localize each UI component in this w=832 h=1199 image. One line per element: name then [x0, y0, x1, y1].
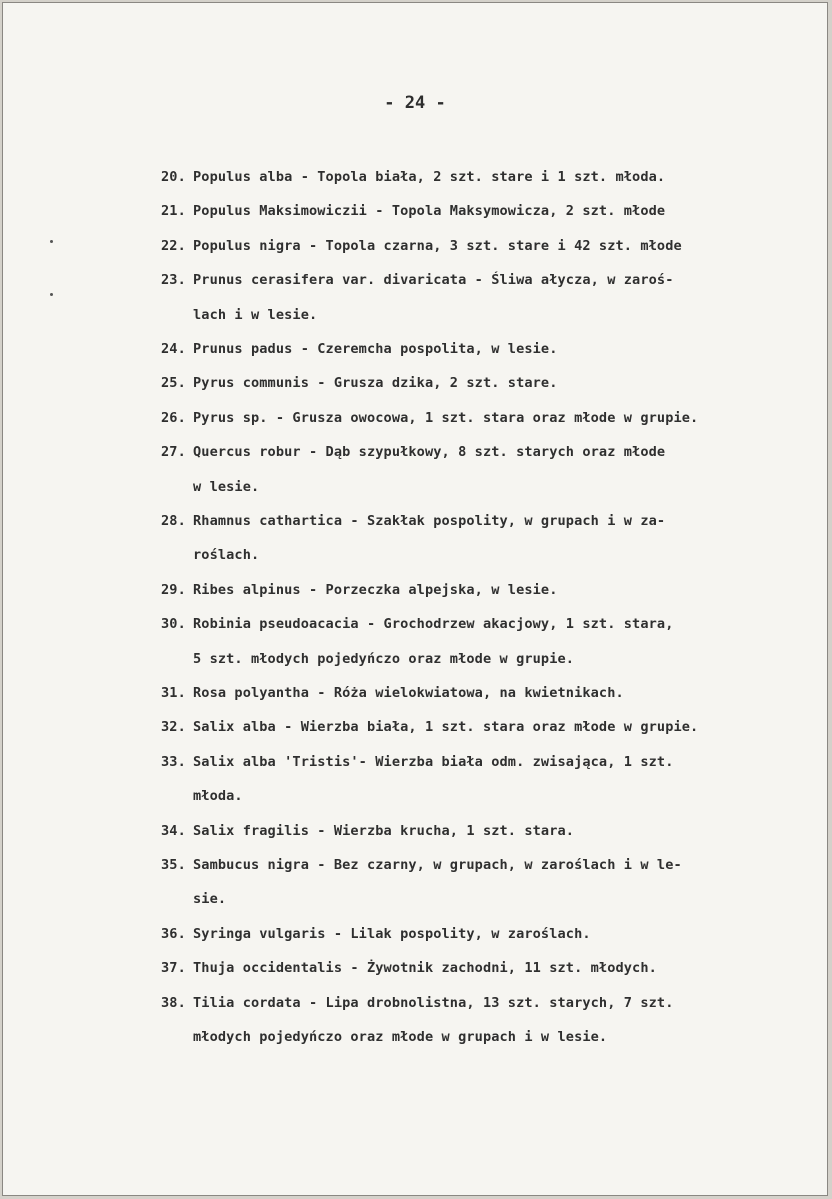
item-number: 27.	[161, 444, 186, 461]
item-text: Syringa vulgaris - Lilak pospolity, w zaroślach.	[193, 925, 591, 942]
item-text: Tilia cordata - Lipa drobnolistna, 13 szt. starych, 7 szt.	[193, 994, 674, 1011]
item-text: Sambucus nigra - Bez czarny, w grupach, w zaroślach i w le-	[193, 857, 682, 873]
item-text: sie.	[193, 891, 227, 908]
item-text: Rhamnus cathartica - Szakłak pospolity, w grupach i w za-	[193, 513, 666, 529]
item-number: 21.	[161, 203, 186, 220]
item-number: 25.	[161, 375, 186, 392]
item-text: Salix alba - Wierzba biała, 1 szt. stara oraz młode w grupie.	[193, 719, 699, 736]
item-number: 26.	[161, 409, 186, 426]
item-text: roślach.	[193, 547, 260, 564]
item-number: 22.	[161, 237, 186, 254]
item-text: 5 szt. młodych pojedyńczo oraz młode w grupie.	[193, 650, 575, 667]
item-number: 36.	[161, 925, 186, 942]
item-number: 35.	[161, 857, 186, 873]
item-text: Salix alba 'Tristis'- Wierzba biała odm. zwisająca, 1 szt.	[193, 753, 674, 770]
item-number: 20.	[161, 169, 186, 185]
item-number: 33.	[161, 753, 186, 770]
item-number: 30.	[161, 616, 186, 633]
item-number: 23.	[161, 272, 186, 289]
item-number: 24.	[161, 341, 186, 357]
item-text: Ribes alpinus - Porzeczka alpejska, w lesie.	[193, 581, 558, 598]
item-text: młoda.	[193, 788, 243, 805]
document-page	[2, 2, 828, 1196]
item-number: 32.	[161, 719, 186, 736]
item-text: Pyrus communis - Grusza dzika, 2 szt. stare.	[193, 375, 558, 392]
item-text: Populus alba - Topola biała, 2 szt. stare i 1 szt. młoda.	[193, 169, 666, 185]
item-number: 38.	[161, 994, 186, 1011]
item-text: Quercus robur - Dąb szypułkowy, 8 szt. starych oraz młode	[193, 444, 666, 461]
item-text: Populus nigra - Topola czarna, 3 szt. stare i 42 szt. młode	[193, 237, 682, 254]
item-text: Salix fragilis - Wierzba krucha, 1 szt. stara.	[193, 822, 575, 839]
paper-speck	[50, 240, 53, 243]
item-text: w lesie.	[193, 478, 260, 495]
item-text: lach i w lesie.	[193, 306, 318, 323]
item-text: Prunus cerasifera var. divaricata - Śliwa ałycza, w zaroś-	[193, 272, 674, 289]
item-text: Populus Maksimowiczii - Topola Maksymowicza, 2 szt. młode	[193, 203, 666, 220]
item-text: Rosa polyantha - Róża wielokwiatowa, na kwietnikach.	[193, 685, 624, 701]
paper-speck	[50, 293, 53, 296]
item-text: Pyrus sp. - Grusza owocowa, 1 szt. stara oraz młode w grupie.	[193, 409, 699, 426]
item-number: 34.	[161, 822, 186, 839]
item-text: młodych pojedyńczo oraz młode w grupach i w lesie.	[193, 1029, 608, 1045]
item-number: 31.	[161, 685, 186, 701]
item-text: Thuja occidentalis - Żywotnik zachodni, 11 szt. młodych.	[193, 960, 657, 977]
item-number: 28.	[161, 513, 186, 529]
page-number: - 24 -	[384, 93, 446, 113]
item-number: 29.	[161, 581, 186, 598]
item-text: Robinia pseudoacacia - Grochodrzew akacjowy, 1 szt. stara,	[193, 616, 674, 633]
item-number: 37.	[161, 960, 186, 977]
item-text: Prunus padus - Czeremcha pospolita, w lesie.	[193, 341, 558, 357]
